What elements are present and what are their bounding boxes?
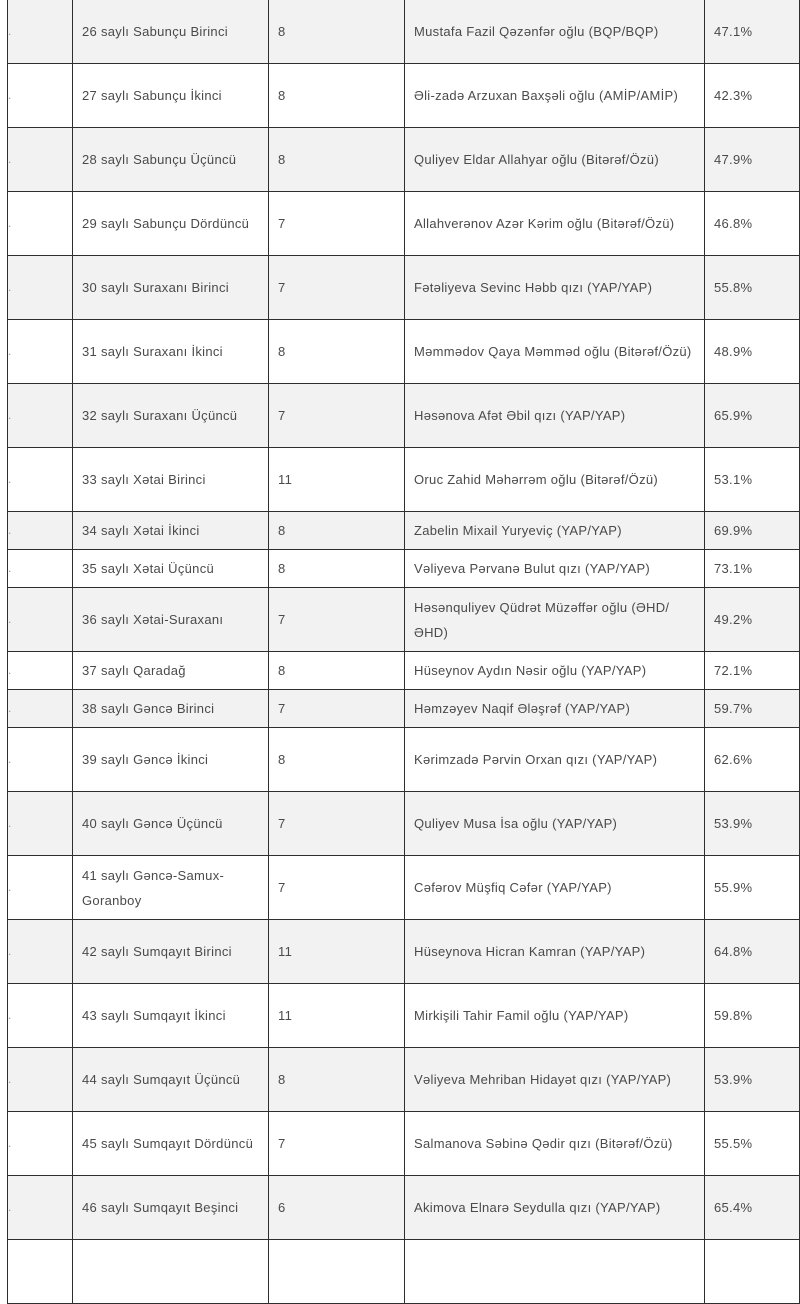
percent-cell: 53.1% — [705, 448, 800, 512]
table-row — [8, 128, 800, 192]
percent-cell: 46.8% — [705, 192, 800, 256]
winner-cell: Fətəliyeva Sevinc Həbb qızı (YAP/YAP) — [405, 256, 705, 320]
table-row — [8, 192, 800, 256]
table-row — [8, 652, 800, 690]
table-row — [8, 588, 800, 652]
percent-cell: 55.8% — [705, 256, 800, 320]
row-marker: . — [8, 448, 73, 512]
district-cell — [73, 1240, 269, 1304]
percent-cell: 65.9% — [705, 384, 800, 448]
winner-cell: Vəliyeva Pərvanə Bulut qızı (YAP/YAP) — [405, 550, 705, 588]
candidate-count-cell: 8 — [269, 728, 405, 792]
district-cell: 32 saylı Suraxanı Üçüncü — [73, 384, 269, 448]
winner-cell: Mirkişili Tahir Famil oğlu (YAP/YAP) — [405, 984, 705, 1048]
winner-cell: Həmzəyev Naqif Ələşrəf (YAP/YAP) — [405, 690, 705, 728]
candidate-count-cell: 8 — [269, 550, 405, 588]
row-marker: . — [8, 1176, 73, 1240]
row-marker: . — [8, 64, 73, 128]
table-row — [8, 856, 800, 920]
candidate-count-cell: 11 — [269, 984, 405, 1048]
percent-cell: 47.9% — [705, 128, 800, 192]
winner-cell: Kərimzadə Pərvin Orxan qızı (YAP/YAP) — [405, 728, 705, 792]
row-marker: . — [8, 690, 73, 728]
winner-cell: Həsənova Afət Əbil qızı (YAP/YAP) — [405, 384, 705, 448]
row-marker: . — [8, 920, 73, 984]
winner-cell — [405, 1240, 705, 1304]
percent-cell: 55.5% — [705, 1112, 800, 1176]
candidate-count-cell: 11 — [269, 448, 405, 512]
candidate-count-cell: 11 — [269, 920, 405, 984]
winner-cell: Cəfərov Müşfiq Cəfər (YAP/YAP) — [405, 856, 705, 920]
percent-cell: 47.1% — [705, 0, 800, 64]
table-row — [8, 984, 800, 1048]
row-marker: . — [8, 1048, 73, 1112]
winner-cell: Məmmədov Qaya Məmməd oğlu (Bitərəf/Özü) — [405, 320, 705, 384]
results-table-body — [8, 0, 800, 1304]
winner-cell: Allahverənov Azər Kərim oğlu (Bitərəf/Özü) — [405, 192, 705, 256]
district-cell: 37 saylı Qaradağ — [73, 652, 269, 690]
candidate-count-cell: 8 — [269, 0, 405, 64]
row-marker: . — [8, 856, 73, 920]
candidate-count-cell: 8 — [269, 320, 405, 384]
row-marker: . — [8, 128, 73, 192]
candidate-count-cell: 7 — [269, 384, 405, 448]
percent-cell: 59.7% — [705, 690, 800, 728]
district-cell: 41 saylı Gəncə-Samux-Goranboy — [73, 856, 269, 920]
candidate-count-cell: 6 — [269, 1176, 405, 1240]
row-marker: . — [8, 792, 73, 856]
table-row — [8, 384, 800, 448]
district-cell: 31 saylı Suraxanı İkinci — [73, 320, 269, 384]
district-cell: 29 saylı Sabunçu Dördüncü — [73, 192, 269, 256]
table-row — [8, 550, 800, 588]
percent-cell: 59.8% — [705, 984, 800, 1048]
district-cell: 40 saylı Gəncə Üçüncü — [73, 792, 269, 856]
candidate-count-cell: 8 — [269, 128, 405, 192]
district-cell: 43 saylı Sumqayıt İkinci — [73, 984, 269, 1048]
percent-cell: 65.4% — [705, 1176, 800, 1240]
election-results-table — [7, 0, 800, 1304]
district-cell: 39 saylı Gəncə İkinci — [73, 728, 269, 792]
district-cell: 27 saylı Sabunçu İkinci — [73, 64, 269, 128]
district-cell: 42 saylı Sumqayıt Birinci — [73, 920, 269, 984]
table-row — [8, 728, 800, 792]
row-marker — [8, 1240, 73, 1304]
candidate-count-cell: 8 — [269, 512, 405, 550]
district-cell: 26 saylı Sabunçu Birinci — [73, 0, 269, 64]
district-cell: 34 saylı Xətai İkinci — [73, 512, 269, 550]
district-cell: 28 saylı Sabunçu Üçüncü — [73, 128, 269, 192]
candidate-count-cell: 7 — [269, 856, 405, 920]
table-row — [8, 1112, 800, 1176]
percent-cell: 69.9% — [705, 512, 800, 550]
row-marker: . — [8, 984, 73, 1048]
row-marker: . — [8, 192, 73, 256]
row-marker: . — [8, 256, 73, 320]
winner-cell: Oruc Zahid Məhərrəm oğlu (Bitərəf/Özü) — [405, 448, 705, 512]
candidate-count-cell — [269, 1240, 405, 1304]
table-row — [8, 320, 800, 384]
row-marker: . — [8, 588, 73, 652]
winner-cell: Vəliyeva Mehriban Hidayət qızı (YAP/YAP) — [405, 1048, 705, 1112]
winner-cell: Hüseynov Aydın Nəsir oğlu (YAP/YAP) — [405, 652, 705, 690]
table-row — [8, 690, 800, 728]
percent-cell: 73.1% — [705, 550, 800, 588]
row-marker: . — [8, 512, 73, 550]
table-row — [8, 64, 800, 128]
percent-cell: 53.9% — [705, 792, 800, 856]
district-cell: 45 saylı Sumqayıt Dördüncü — [73, 1112, 269, 1176]
candidate-count-cell: 7 — [269, 792, 405, 856]
district-cell: 35 saylı Xətai Üçüncü — [73, 550, 269, 588]
candidate-count-cell: 7 — [269, 192, 405, 256]
table-row — [8, 256, 800, 320]
percent-cell: 42.3% — [705, 64, 800, 128]
table-row — [8, 0, 800, 64]
candidate-count-cell: 7 — [269, 588, 405, 652]
district-cell: 46 saylı Sumqayıt Beşinci — [73, 1176, 269, 1240]
table-row — [8, 1176, 800, 1240]
percent-cell: 49.2% — [705, 588, 800, 652]
winner-cell: Mustafa Fazil Qəzənfər oğlu (BQP/BQP) — [405, 0, 705, 64]
percent-cell: 64.8% — [705, 920, 800, 984]
district-cell: 33 saylı Xətai Birinci — [73, 448, 269, 512]
winner-cell: Həsənquliyev Qüdrət Müzəffər oğlu (ƏHD/ƏHD) — [405, 588, 705, 652]
candidate-count-cell: 7 — [269, 690, 405, 728]
winner-cell: Zabelin Mixail Yuryeviç (YAP/YAP) — [405, 512, 705, 550]
percent-cell: 48.9% — [705, 320, 800, 384]
row-marker: . — [8, 0, 73, 64]
district-cell: 30 saylı Suraxanı Birinci — [73, 256, 269, 320]
percent-cell: 62.6% — [705, 728, 800, 792]
winner-cell: Əli-zadə Arzuxan Baxşəli oğlu (AMİP/AMİP) — [405, 64, 705, 128]
district-cell: 38 saylı Gəncə Birinci — [73, 690, 269, 728]
row-marker: . — [8, 728, 73, 792]
table-row — [8, 1240, 800, 1304]
row-marker: . — [8, 1112, 73, 1176]
winner-cell: Salmanova Səbinə Qədir qızı (Bitərəf/Özü) — [405, 1112, 705, 1176]
percent-cell: 55.9% — [705, 856, 800, 920]
percent-cell — [705, 1240, 800, 1304]
table-row — [8, 448, 800, 512]
winner-cell: Quliyev Eldar Allahyar oğlu (Bitərəf/Özü) — [405, 128, 705, 192]
district-cell: 36 saylı Xətai-Suraxanı — [73, 588, 269, 652]
row-marker: . — [8, 320, 73, 384]
candidate-count-cell: 7 — [269, 1112, 405, 1176]
percent-cell: 72.1% — [705, 652, 800, 690]
row-marker: . — [8, 652, 73, 690]
percent-cell: 53.9% — [705, 1048, 800, 1112]
table-row — [8, 792, 800, 856]
candidate-count-cell: 8 — [269, 652, 405, 690]
table-row — [8, 920, 800, 984]
row-marker: . — [8, 550, 73, 588]
district-cell: 44 saylı Sumqayıt Üçüncü — [73, 1048, 269, 1112]
winner-cell: Hüseynova Hicran Kamran (YAP/YAP) — [405, 920, 705, 984]
table-row — [8, 1048, 800, 1112]
candidate-count-cell: 8 — [269, 64, 405, 128]
candidate-count-cell: 7 — [269, 256, 405, 320]
candidate-count-cell: 8 — [269, 1048, 405, 1112]
winner-cell: Quliyev Musa İsa oğlu (YAP/YAP) — [405, 792, 705, 856]
winner-cell: Akimova Elnarə Seydulla qızı (YAP/YAP) — [405, 1176, 705, 1240]
row-marker: . — [8, 384, 73, 448]
table-row — [8, 512, 800, 550]
